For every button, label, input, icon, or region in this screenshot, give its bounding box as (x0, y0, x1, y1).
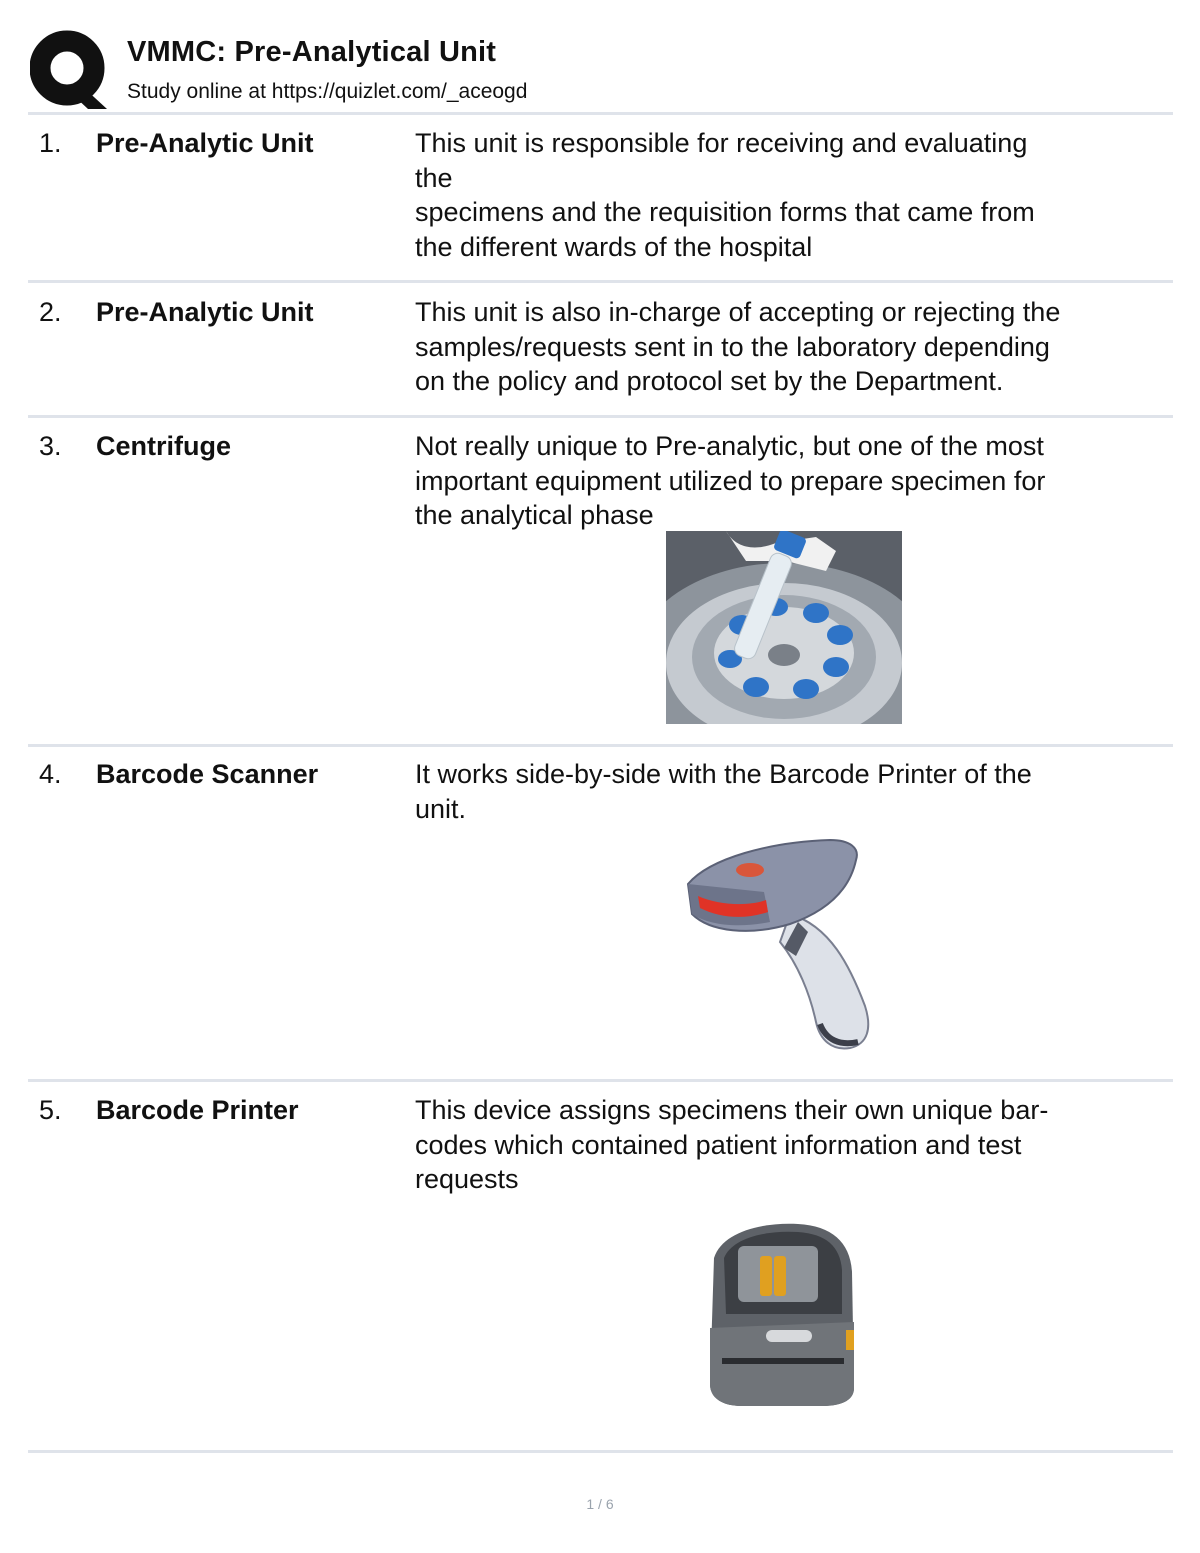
definition-line: It works side-by-side with the Barcode Printer of the (415, 759, 1032, 789)
quizlet-logo (30, 30, 110, 110)
card-term: Pre-Analytic Unit (96, 297, 314, 327)
document-title: VMMC: Pre-Analytical Unit (127, 36, 497, 68)
definition-line: Not really unique to Pre-analytic, but one of the most (415, 431, 1044, 461)
flashcard-2 (28, 295, 1173, 405)
definition-line: requests (415, 1164, 519, 1194)
divider (28, 1450, 1173, 1453)
flashcard-4 (28, 757, 1173, 1067)
centrifuge-photo-icon (666, 531, 902, 724)
flashcard-5 (28, 1093, 1173, 1438)
study-online-link[interactable]: Study online at https://quizlet.com/_aceogd (127, 80, 528, 103)
definition-line: important equipment utilized to prepare specimen for (415, 465, 1046, 496)
card-term: Barcode Printer (96, 1095, 299, 1125)
definition-line: This unit is also in-charge of accepting or rejecting the (415, 297, 1061, 327)
definition-line: the (415, 162, 453, 193)
card-definition (415, 757, 1165, 826)
flashcard-3 (28, 429, 1173, 729)
divider (28, 1079, 1173, 1082)
card-term: Pre-Analytic Unit (96, 128, 314, 158)
definition-line: unit. (415, 793, 467, 824)
divider (28, 415, 1173, 418)
definition-line: the analytical phase (415, 500, 654, 530)
card-term: Centrifuge (96, 431, 231, 461)
barcode-scanner-photo-icon (680, 836, 890, 1054)
card-definition (415, 126, 1165, 264)
definition-line: This unit is responsible for receiving and evaluating (415, 128, 1028, 158)
flashcard-1 (28, 126, 1173, 266)
card-number: 2. (39, 297, 62, 327)
definition-line: samples/requests sent in to the laboratory depending (415, 331, 1050, 362)
page-indicator: 1 / 6 (586, 1496, 614, 1512)
card-term: Barcode Scanner (96, 759, 319, 789)
card-number: 3. (39, 431, 62, 461)
card-definition (415, 429, 1165, 533)
divider (28, 744, 1173, 747)
card-definition (415, 1093, 1165, 1197)
divider (28, 280, 1173, 283)
definition-line: This device assigns specimens their own unique bar- (415, 1095, 1049, 1125)
divider (28, 112, 1173, 115)
card-number: 5. (39, 1095, 62, 1125)
page-header (30, 28, 1172, 112)
definition-line: specimens and the requisition forms that came from (415, 197, 1035, 227)
card-number: 1. (39, 128, 62, 158)
card-number: 4. (39, 759, 62, 789)
definition-line: codes which contained patient information and test (415, 1129, 1022, 1160)
barcode-printer-photo-icon (702, 1218, 860, 1408)
card-definition (415, 295, 1165, 399)
definition-line: the different wards of the hospital (415, 231, 813, 262)
definition-line: on the policy and protocol set by the Department. (415, 366, 1004, 396)
